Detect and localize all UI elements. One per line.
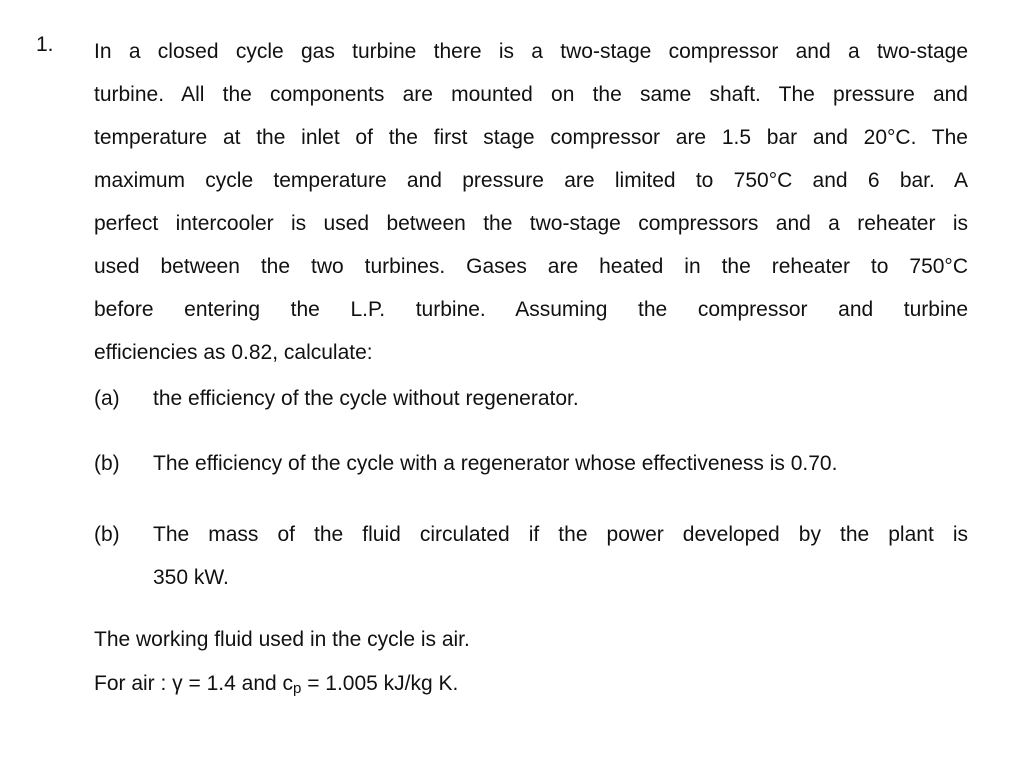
sub-question-text: the efficiency of the cycle without regenerator. [153,387,579,410]
question-line: In a closed cycle gas turbine there is a two-stage compressor and a two-stage [94,40,968,63]
question-line: turbine. All the components are mounted on the same shaft. The pressure and [94,83,968,106]
question-number: 1. [36,33,54,56]
sub-question-text: The mass of the fluid circulated if the power developed by the plant is [153,523,968,546]
sub-question-text: The efficiency of the cycle with a regenerator whose effectiveness is 0.70. [153,452,838,475]
air-properties-prefix: For air : γ = 1.4 and c [94,672,294,695]
question-line: maximum cycle temperature and pressure are limited to 750°C and 6 bar. A [94,169,968,192]
air-properties-note [94,669,458,704]
question-line: temperature at the inlet of the first stage compressor are 1.5 bar and 20°C. The [94,126,968,149]
cp-subscript: p [293,680,302,697]
question-line: used between the two turbines. Gases are heated in the reheater to 750°C [94,255,968,278]
working-fluid-note: The working fluid used in the cycle is air. [94,628,470,651]
air-properties-suffix: = 1.005 kJ/kg K. [301,672,459,695]
question-body [94,30,968,374]
question-line: perfect intercooler is used between the two-stage compressors and a reheater is [94,212,968,235]
sub-question-label: (b) [94,523,120,546]
sub-question-text: 350 kW. [153,566,229,589]
question-line: efficiencies as 0.82, calculate: [94,341,373,364]
question-line: before entering the L.P. turbine. Assuming the compressor and turbine [94,298,968,321]
sub-question-label: (b) [94,452,120,475]
sub-question-label: (a) [94,387,120,410]
